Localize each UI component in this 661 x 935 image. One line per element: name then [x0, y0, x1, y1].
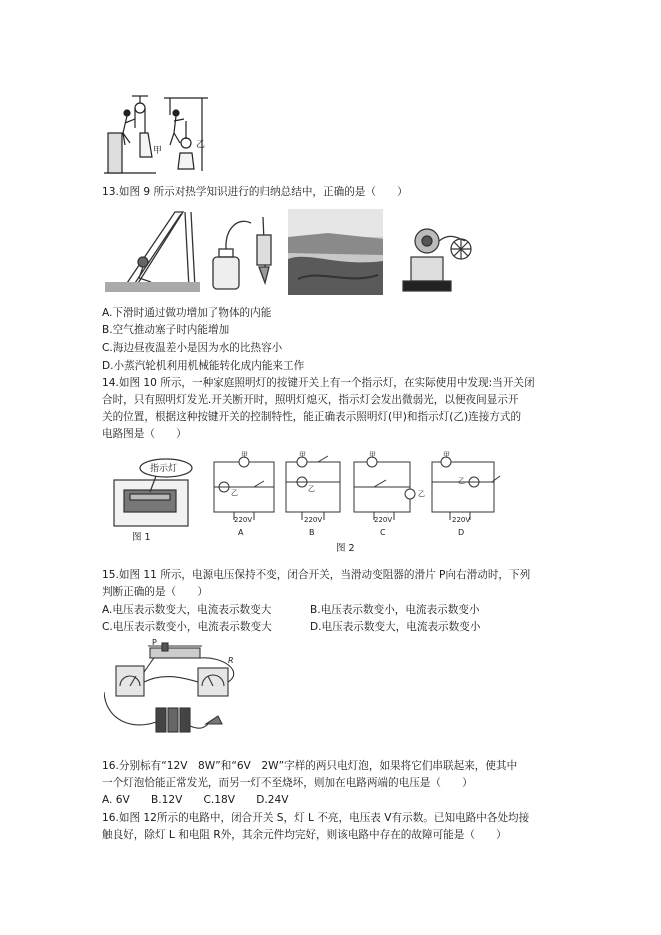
q13-bottle-photo — [205, 211, 280, 291]
circuit-b-voltage: 220V — [304, 516, 323, 524]
q16a-line-1: 16.分别标有“12V 8W”和“6V 2W”字样的两只电灯泡，如果将它们串联起来，使其中 — [102, 760, 518, 772]
q15-option-c: C.电压表示数变小，电流表示数变大 — [102, 621, 272, 633]
q15-line-1: 15.如图 11 所示，电源电压保持不变，闭合开关，当滑动变阻器的滑片 P向右滑动时，下列 — [102, 569, 531, 581]
q13-seaside-photo — [288, 209, 383, 295]
q16b-line-1: 16.如图 12所示的电路中，闭合开关 S，灯 L 不亮，电压表 V有示数。已知电路中各处均接 — [102, 812, 530, 824]
q15-option-a: A.电压表示数变大，电流表示数变大 — [102, 604, 272, 616]
q15-line-2: 判断正确的是（ ） — [102, 586, 208, 598]
q16b-line-2: 触良好，除灯 L 和电阻 R外，其余元件均完好，则该电路中存在的故障可能是（ ） — [102, 829, 507, 841]
circuit-d-lamp-jia: 甲 — [443, 451, 450, 459]
pulley-figure — [104, 93, 214, 177]
q13-option-d: D.小蒸汽轮机利用机械能转化成内能来工作 — [102, 360, 305, 372]
label-p: P — [152, 638, 157, 647]
q13-option-c: C.海边昼夜温差小是因为水的比热容小 — [102, 342, 283, 354]
q14-line-2: 合时，只有照明灯发光.开关断开时，照明灯熄灭，指示灯会发出微弱光，以便夜间显示开 — [102, 394, 519, 406]
circuit-a-lamp-yi: 乙 — [231, 489, 238, 497]
circuit-a-lamp-jia: 甲 — [241, 451, 248, 459]
circuit-a-label: A — [238, 528, 244, 537]
q13-slide-photo — [105, 206, 200, 292]
q14-figure-1 — [104, 456, 202, 548]
label-r: R — [228, 656, 234, 665]
q13-option-b: B.空气推动塞子时内能增加 — [102, 324, 230, 336]
q14-line-1: 14.如图 10 所示，一种家庭照明灯的按键开关上有一个指示灯，在实际使用中发现:当开关闭 — [102, 377, 535, 389]
q15-option-d: D.电压表示数变大，电流表示数变小 — [310, 621, 481, 633]
q15-option-b: B.电压表示数变小，电流表示数变小 — [310, 604, 480, 616]
figure-caption-1: 图 1 — [132, 532, 151, 543]
q14-line-3: 关的位置，根据这种按键开关的控制特性，能正确表示照明灯(甲)和指示灯(乙)连接方式的 — [102, 411, 522, 423]
figure-caption-2: 图 2 — [336, 543, 355, 554]
q16a-options: A. 6V B.12V C.18V D.24V — [102, 794, 289, 806]
circuit-b-label: B — [309, 528, 315, 537]
circuit-d-lamp-yi: 乙 — [458, 477, 465, 485]
q14-circuits — [206, 451, 506, 554]
label-jia: 甲 — [153, 146, 163, 156]
label-yi: 乙 — [196, 140, 206, 150]
circuit-d-voltage: 220V — [452, 516, 471, 524]
circuit-b-lamp-yi: 乙 — [308, 485, 315, 493]
circuit-c-lamp-yi: 乙 — [418, 490, 425, 498]
circuit-d-label: D — [458, 528, 465, 537]
circuit-c-label: C — [380, 528, 386, 537]
circuit-b-lamp-jia: 甲 — [299, 451, 306, 459]
circuit-c-voltage: 220V — [374, 516, 393, 524]
q13-stem: 13.如图 9 所示对热学知识进行的归纳总结中，正确的是（ ） — [102, 186, 408, 198]
q15-circuit-photo — [104, 638, 254, 738]
q16a-line-2: 一个灯泡恰能正常发光，而另一灯不至烧坏，则加在电路两端的电压是（ ） — [102, 777, 473, 789]
circuit-c-lamp-jia: 甲 — [369, 451, 376, 459]
circuit-a-voltage: 220V — [234, 516, 253, 524]
q13-steam-turbine-photo — [395, 211, 475, 295]
q13-option-a: A.下滑时通过做功增加了物体的内能 — [102, 307, 272, 319]
q14-line-4: 电路图是（ ） — [102, 428, 187, 440]
indicator-label: 指示灯 — [150, 464, 178, 474]
